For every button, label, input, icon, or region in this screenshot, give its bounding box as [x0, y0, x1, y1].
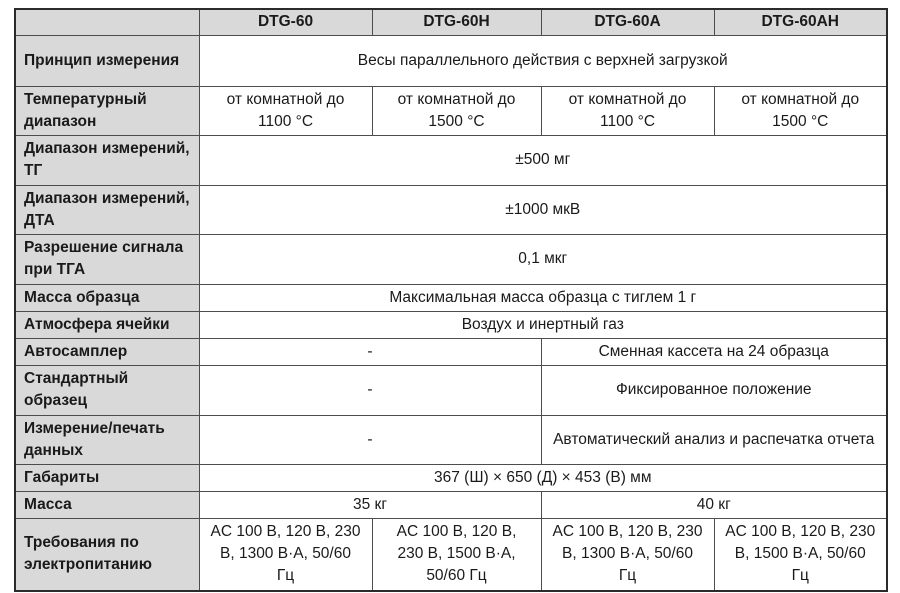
column-header-dtg-60ah: DTG-60AH [714, 9, 887, 35]
value-cell: 367 (Ш) × 650 (Д) × 453 (В) мм [199, 464, 887, 491]
row-label: Требования по электропитанию [15, 518, 199, 591]
table-row [15, 35, 887, 86]
row-label: Измерение/печать данных [15, 415, 199, 464]
value-cell: 35 кг [199, 491, 541, 518]
table-row [15, 415, 887, 464]
table-row [15, 234, 887, 284]
value-cell: 0,1 мкг [199, 234, 887, 284]
value-cell: - [199, 338, 541, 365]
table-row [15, 311, 887, 338]
table-row [15, 491, 887, 518]
row-label: Масса образца [15, 284, 199, 311]
value-cell: Воздух и инертный газ [199, 311, 887, 338]
value-cell: Максимальная масса образца с тиглем 1 г [199, 284, 887, 311]
table-row [15, 284, 887, 311]
row-label: Температурный диапазон [15, 86, 199, 135]
table-row [15, 464, 887, 491]
value-cell: 40 кг [541, 491, 887, 518]
value-cell: AC 100 В, 120 В, 230 В, 1300 В·А, 50/60 Гц [199, 518, 372, 591]
row-label: Атмосфера ячейки [15, 311, 199, 338]
row-label: Принцип измерения [15, 35, 199, 86]
row-label: Диапазон измерений, ДТА [15, 185, 199, 234]
value-cell: Весы параллельного действия с верхней загрузкой [199, 35, 887, 86]
corner-cell [15, 9, 199, 35]
column-header-dtg-60a: DTG-60A [541, 9, 714, 35]
row-label: Масса [15, 491, 199, 518]
table-row [15, 518, 887, 591]
table-row [15, 365, 887, 415]
row-label: Диапазон измерений, ТГ [15, 135, 199, 185]
row-label: Стандартный образец [15, 365, 199, 415]
row-label: Автосамплер [15, 338, 199, 365]
row-label: Разрешение сигнала при ТГА [15, 234, 199, 284]
value-cell: - [199, 415, 541, 464]
value-cell: ±500 мг [199, 135, 887, 185]
table-row [15, 185, 887, 234]
value-cell: Сменная кассета на 24 образца [541, 338, 887, 365]
row-label: Габариты [15, 464, 199, 491]
table-row [15, 86, 887, 135]
value-cell: Фиксированное положение [541, 365, 887, 415]
table-row [15, 135, 887, 185]
table-row [15, 338, 887, 365]
column-header-dtg-60h: DTG-60H [372, 9, 541, 35]
value-cell: AC 100 В, 120 В, 230 В, 1500 В·А, 50/60 Гц [714, 518, 887, 591]
value-cell: Автоматический анализ и распечатка отчета [541, 415, 887, 464]
value-cell: AC 100 В, 120 В, 230 В, 1500 В·А, 50/60 Гц [372, 518, 541, 591]
value-cell: AC 100 В, 120 В, 230 В, 1300 В·А, 50/60 Гц [541, 518, 714, 591]
value-cell: ±1000 мкВ [199, 185, 887, 234]
value-cell: от комнатной до 1100 °C [199, 86, 372, 135]
value-cell: - [199, 365, 541, 415]
value-cell: от комнатной до 1500 °C [714, 86, 887, 135]
header-row [15, 9, 887, 35]
spec-table [14, 8, 888, 592]
value-cell: от комнатной до 1500 °C [372, 86, 541, 135]
value-cell: от комнатной до 1100 °C [541, 86, 714, 135]
column-header-dtg-60: DTG-60 [199, 9, 372, 35]
